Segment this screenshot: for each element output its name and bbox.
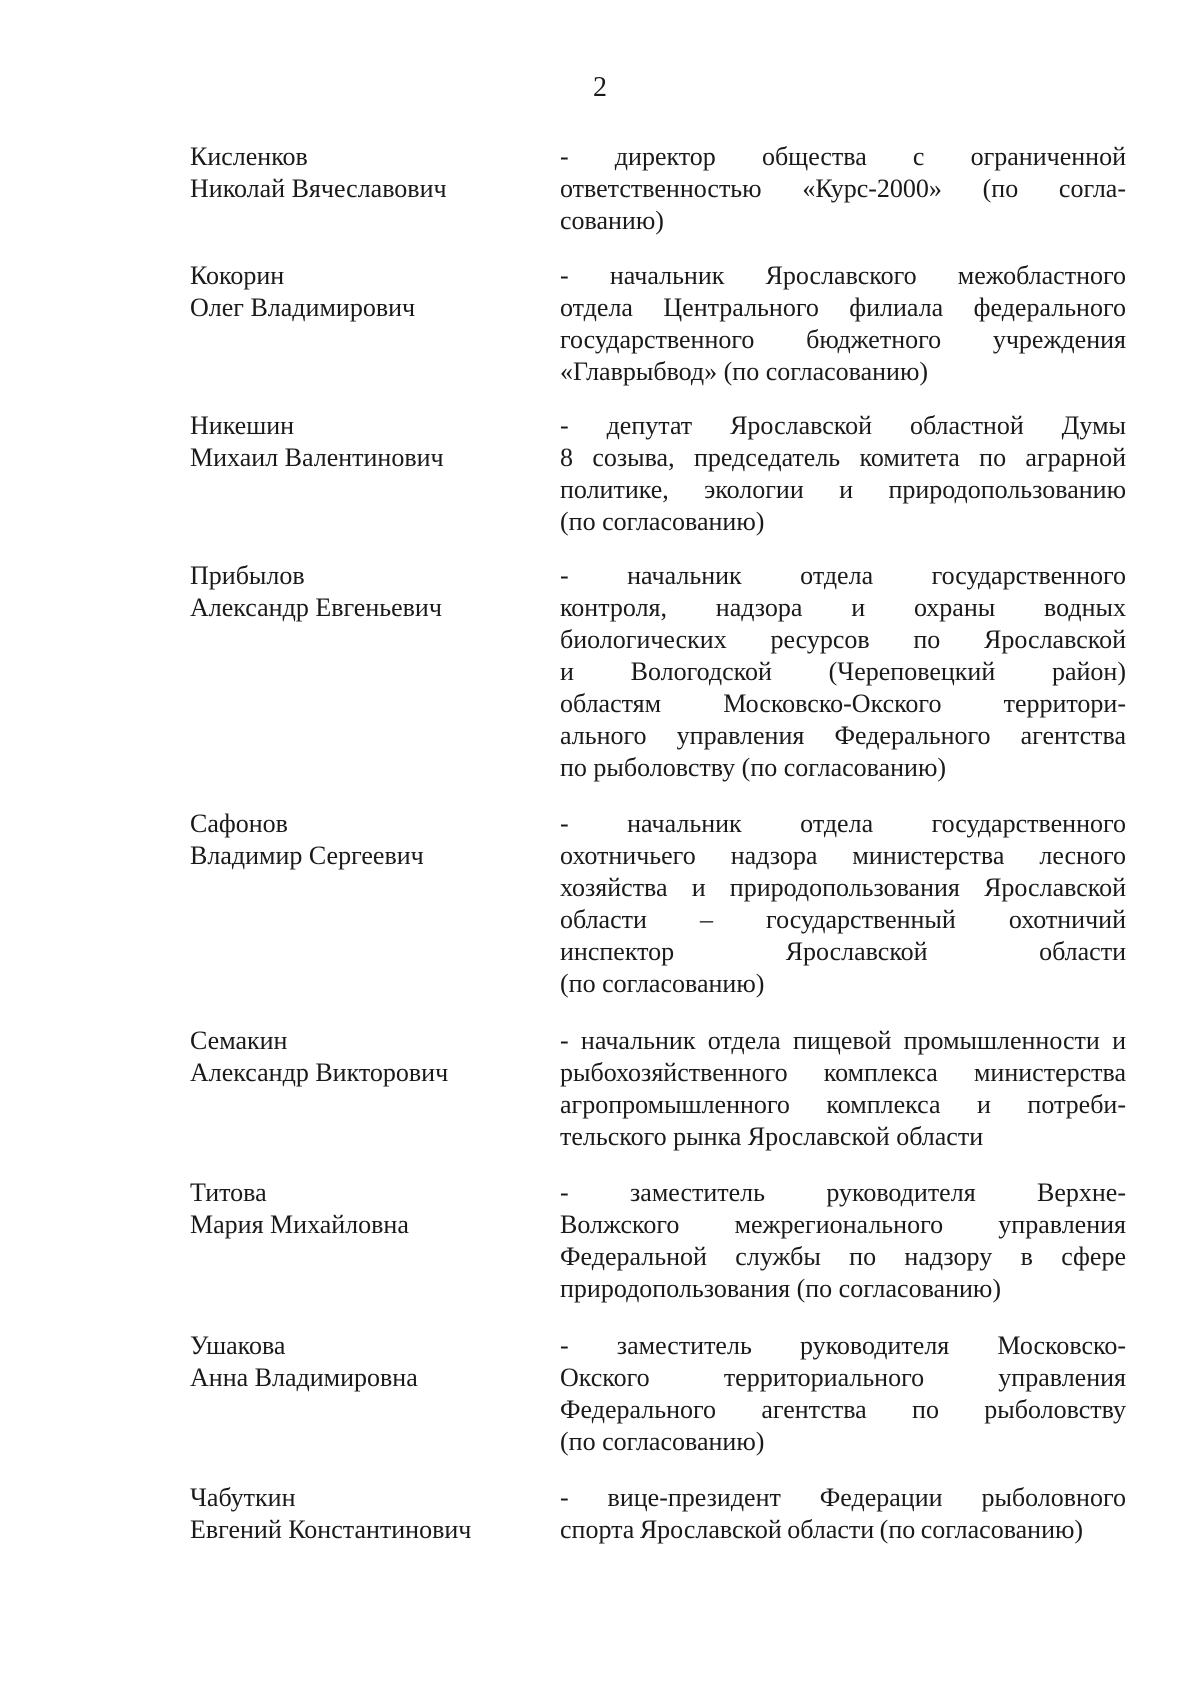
member-role <box>560 260 1126 388</box>
role-line: отдела Центрального филиала федерального <box>560 293 1126 322</box>
role-line: и Вологодской (Череповецкий район) <box>560 657 1126 686</box>
role-line: - начальник отдела государственного <box>560 809 1126 838</box>
page-number: 2 <box>593 72 607 103</box>
role-line: области – государственный охотничий <box>560 905 1126 934</box>
member-surname: Ушакова <box>190 1331 286 1360</box>
role-line: Волжского межрегионального управления <box>560 1210 1126 1239</box>
member-name <box>190 410 520 474</box>
member-name <box>190 1025 520 1089</box>
role-line: (по согласованию) <box>560 1427 765 1456</box>
role-line: хозяйства и природопользования Ярославской <box>560 873 1126 902</box>
role-line: 8 созыва, председатель комитета по аграрной <box>560 443 1126 472</box>
member-surname: Сафонов <box>190 809 288 838</box>
role-line: ответственностью «Курс-2000» (по согла- <box>560 174 1126 203</box>
member-role <box>560 1177 1126 1305</box>
member-given-names: Владимир Сергеевич <box>190 841 424 870</box>
member-surname: Прибылов <box>190 561 305 590</box>
role-line: - начальник Ярославского межобластного <box>560 261 1126 290</box>
member-surname: Никешин <box>190 411 295 440</box>
member-given-names: Александр Викторович <box>190 1058 449 1087</box>
role-line: - заместитель руководителя Верхне- <box>560 1178 1126 1207</box>
role-line: государственного бюджетного учреждения <box>560 325 1126 354</box>
member-role <box>560 1482 1126 1546</box>
role-line: тельского рынка Ярославской области <box>560 1122 984 1151</box>
member-name <box>190 1177 520 1241</box>
role-line: ального управления Федерального агентства <box>560 721 1126 750</box>
role-line: политике, экологии и природопользованию <box>560 475 1126 504</box>
member-given-names: Евгений Константинович <box>190 1515 472 1544</box>
member-name <box>190 1482 520 1546</box>
member-role <box>560 560 1126 784</box>
member-surname: Чабуткин <box>190 1483 296 1512</box>
member-role <box>560 141 1126 237</box>
role-line: - директор общества с ограниченной <box>560 142 1126 171</box>
role-line: инспектор Ярославской области <box>560 937 1126 966</box>
member-given-names: Николай Вячеславович <box>190 174 447 203</box>
member-name <box>190 1330 520 1394</box>
member-given-names: Анна Владимировна <box>190 1363 418 1392</box>
role-line: - вице-президент Федерации рыболовного <box>560 1483 1126 1512</box>
member-given-names: Александр Евгеньевич <box>190 593 442 622</box>
member-name <box>190 560 520 624</box>
member-name <box>190 141 520 205</box>
role-line: - заместитель руководителя Московско- <box>560 1331 1126 1360</box>
member-surname: Титова <box>190 1178 267 1207</box>
role-line: Федеральной службы по надзору в сфере <box>560 1242 1126 1271</box>
role-line: «Главрыбвод» (по согласованию) <box>560 357 929 386</box>
role-line: по рыболовству (по согласованию) <box>560 753 947 782</box>
role-line: (по согласованию) <box>560 507 765 536</box>
member-surname: Кисленков <box>190 142 308 171</box>
role-line: охотничьего надзора министерства лесного <box>560 841 1126 870</box>
role-line: природопользования (по согласованию) <box>560 1274 1001 1303</box>
member-role <box>560 1025 1126 1153</box>
role-line: - начальник отдела государственного <box>560 561 1126 590</box>
role-line: спорта Ярославской области (по согласованию) <box>560 1515 1084 1544</box>
role-line: сованию) <box>560 206 664 235</box>
member-given-names: Михаил Валентинович <box>190 443 444 472</box>
role-line: агропромышленного комплекса и потреби- <box>560 1090 1126 1119</box>
role-line: областям Московско-Окского территори- <box>560 689 1126 718</box>
role-line: Окского территориального управления <box>560 1363 1126 1392</box>
member-surname: Семакин <box>190 1026 288 1055</box>
member-role <box>560 1330 1126 1458</box>
member-role <box>560 410 1126 538</box>
member-given-names: Олег Владимирович <box>190 293 416 322</box>
member-surname: Кокорин <box>190 261 285 290</box>
member-given-names: Мария Михайловна <box>190 1210 409 1239</box>
role-line: рыбохозяйственного комплекса министерства <box>560 1058 1126 1087</box>
role-line: (по согласованию) <box>560 969 765 998</box>
member-name <box>190 808 520 872</box>
role-line: контроля, надзора и охраны водных <box>560 593 1126 622</box>
role-line: - депутат Ярославской областной Думы <box>560 411 1126 440</box>
member-name <box>190 260 520 324</box>
role-line: - начальник отдела пищевой промышленности и <box>560 1026 1126 1055</box>
member-role <box>560 808 1126 1000</box>
role-line: Федерального агентства по рыболовству <box>560 1395 1126 1424</box>
role-line: биологических ресурсов по Ярославской <box>560 625 1126 654</box>
